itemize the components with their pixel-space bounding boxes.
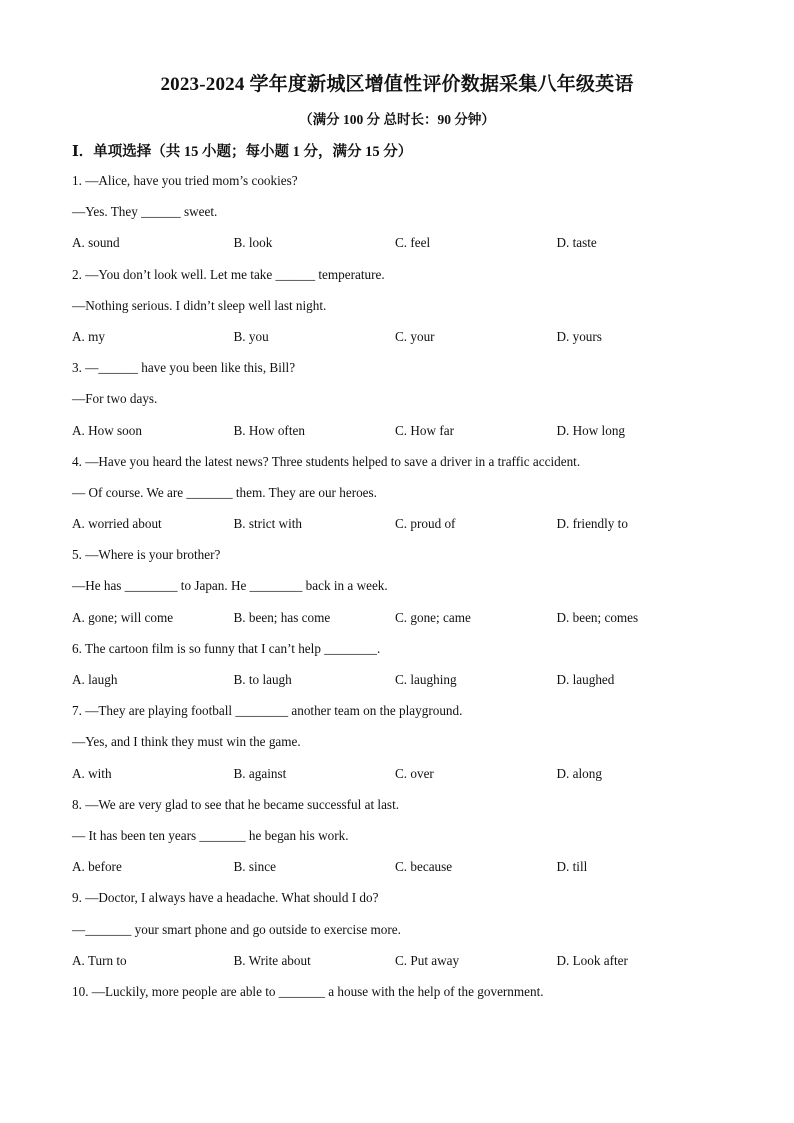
question-stem: 10. —Luckily, more people are able to _______ a house with the help of the government.	[72, 983, 544, 999]
question-item	[72, 698, 732, 792]
answer-option: C. laughing	[395, 672, 457, 687]
answer-option: D. yours	[556, 328, 602, 344]
answer-option: A. sound	[72, 235, 120, 251]
answer-option: D. till	[556, 859, 588, 875]
answer-option: B. look	[233, 235, 273, 251]
question-item	[72, 792, 732, 886]
option-row	[72, 761, 732, 792]
answer-option: C. How far	[395, 422, 454, 438]
answer-option: C. Put away	[395, 952, 460, 968]
answer-option: D. taste	[556, 235, 597, 251]
answer-option: D. been; comes	[556, 609, 639, 625]
answer-option: C. your	[395, 328, 435, 344]
question-stem: 2. —You don’t look well. Let me take ______ temperature.	[72, 266, 385, 282]
answer-option: D. along	[556, 765, 602, 781]
question-reply: — It has been ten years _______ he began his work.	[72, 827, 349, 843]
question-stem: 7. —They are playing football ________ another team on the playground.	[72, 703, 463, 719]
answer-option: C. gone; came	[395, 609, 471, 625]
answer-option: B. you	[233, 328, 269, 344]
answer-option: A. How soon	[72, 422, 142, 438]
answer-option: B. against	[233, 765, 287, 781]
question-reply: —He has ________ to Japan. He ________ back in a week.	[72, 578, 388, 594]
answer-option: B. How often	[233, 422, 305, 438]
answer-option: A. worried about	[72, 516, 162, 532]
question-item	[72, 542, 732, 636]
answer-option: B. strict with	[233, 516, 303, 532]
question-stem: 6. The cartoon film is so funny that I can’t help ________.	[72, 640, 381, 656]
answer-option: B. to laugh	[233, 672, 292, 687]
option-row	[72, 605, 732, 636]
question-list	[72, 168, 732, 1010]
answer-option: A. laugh	[72, 672, 118, 687]
answer-option: B. been; has come	[233, 609, 331, 625]
section-heading: Ⅰ．单项选择（共 15 小题；每小题 1 分，满分 15 分）	[72, 144, 413, 160]
exam-info: （满分 100 分 总时长：90 分钟）	[299, 112, 495, 127]
option-row	[72, 324, 732, 355]
answer-option: B. since	[233, 859, 276, 875]
question-item	[72, 355, 732, 449]
option-row	[72, 230, 732, 261]
question-stem: 8. —We are very glad to see that he became successful at last.	[72, 796, 400, 812]
answer-option: D. Look after	[556, 952, 628, 968]
answer-option: A. with	[72, 765, 112, 781]
option-row	[72, 948, 732, 979]
answer-option: D. laughed	[556, 672, 615, 687]
question-stem: 9. —Doctor, I always have a headache. What should I do?	[72, 890, 379, 906]
answer-option: C. proud of	[395, 516, 456, 532]
question-stem: 5. —Where is your brother?	[72, 547, 221, 563]
answer-option: A. Turn to	[72, 952, 127, 968]
question-item	[72, 262, 732, 356]
question-stem: 3. —______ have you been like this, Bill?	[72, 360, 296, 376]
option-row	[72, 854, 732, 885]
answer-option: A. before	[72, 859, 122, 875]
question-item	[72, 168, 732, 262]
page-title: 2023-2024 学年度新城区增值性评价数据采集八年级英语	[160, 74, 634, 95]
answer-option: C. feel	[395, 235, 431, 251]
question-item	[72, 449, 732, 543]
question-reply: —Yes. They ______ sweet.	[72, 204, 218, 220]
option-row	[72, 511, 732, 542]
question-reply: —Nothing serious. I didn’t sleep well last night.	[72, 297, 327, 313]
answer-option: C. because	[395, 859, 453, 875]
question-item	[72, 636, 732, 698]
option-row	[72, 418, 732, 449]
option-row	[72, 667, 732, 698]
question-reply: —For two days.	[72, 391, 158, 407]
answer-option: B. Write about	[233, 952, 311, 968]
question-reply: —Yes, and I think they must win the game.	[72, 734, 301, 750]
answer-option: D. How long	[556, 422, 626, 438]
question-stem: 4. —Have you heard the latest news? Three students helped to save a driver in a traffic accident.	[72, 453, 581, 469]
question-item	[72, 979, 732, 1010]
answer-option: D. friendly to	[556, 516, 628, 532]
question-reply: —_______ your smart phone and go outside to exercise more.	[72, 921, 401, 937]
question-reply: — Of course. We are _______ them. They are our heroes.	[72, 484, 377, 500]
answer-option: A. gone; will come	[72, 609, 174, 625]
answer-option: C. over	[395, 765, 434, 781]
question-item	[72, 885, 732, 979]
question-stem: 1. —Alice, have you tried mom’s cookies?	[72, 173, 298, 188]
answer-option: A. my	[72, 328, 105, 344]
